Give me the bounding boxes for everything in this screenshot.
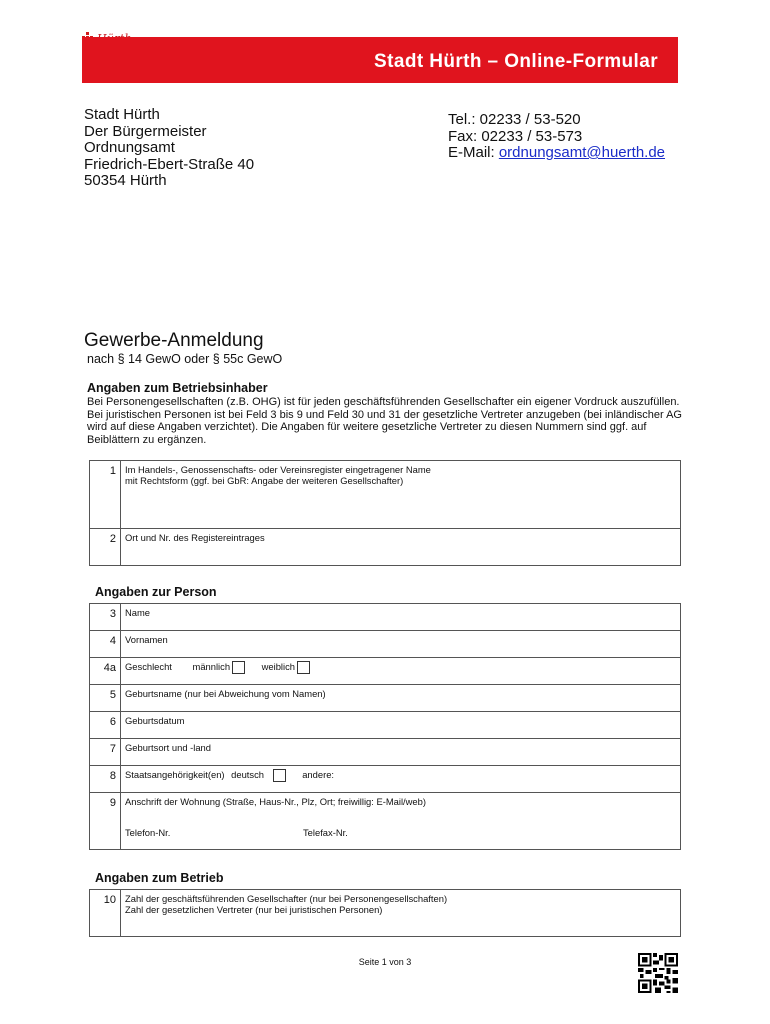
- field-label: Staatsangehörigkeit(en): [125, 769, 225, 780]
- phone-text: Tel.: 02233 / 53-520: [448, 111, 581, 128]
- recipient-address: [84, 107, 254, 190]
- form-row: [90, 890, 681, 937]
- field-label: Anschrift der Wohnung (Straße, Haus-Nr., Plz, Ort; freiwillig: E-Mail/web): [125, 796, 426, 807]
- form-row: [90, 658, 681, 685]
- option-label: andere:: [302, 769, 335, 780]
- field-birth-place[interactable]: [121, 739, 681, 766]
- field-label: Ort und Nr. des Registereintrages: [125, 532, 265, 543]
- field-label: Im Handels-, Genossenschafts- oder Vereinsregister eingetragener Name: [125, 464, 431, 475]
- address-line: Ordnungsamt: [84, 139, 175, 156]
- option-label: männlich: [192, 661, 231, 672]
- field-number: 4a: [90, 658, 121, 685]
- email-link[interactable]: ordnungsamt@huerth.de: [498, 144, 666, 161]
- field-first-names[interactable]: [121, 631, 681, 658]
- address-line: Friedrich-Ebert-Straße 40: [84, 155, 255, 173]
- form-row: [90, 529, 681, 566]
- field-registered-name[interactable]: [121, 461, 681, 529]
- form-row: [90, 604, 681, 631]
- field-gender: [121, 658, 681, 685]
- form-row: [90, 461, 681, 529]
- section-title-owner: Angaben zum Betriebsinhaber: [87, 381, 268, 395]
- field-home-address[interactable]: [121, 793, 681, 850]
- field-nationality: [121, 766, 681, 793]
- email-line: [448, 145, 665, 162]
- field-number: 7: [90, 739, 121, 766]
- form-row: [90, 766, 681, 793]
- field-number: 9: [90, 793, 121, 850]
- field-label: Geburtsname (nur bei Abweichung vom Namen): [125, 688, 326, 699]
- phone-label: Telefon-Nr.: [125, 827, 171, 838]
- email-label: E-Mail:: [448, 144, 499, 161]
- form-subtitle: nach § 14 GewO oder § 55c GewO: [87, 352, 283, 366]
- male-checkbox[interactable]: [232, 661, 245, 674]
- section-title-business: Angaben zum Betrieb: [95, 871, 224, 885]
- field-number: 8: [90, 766, 121, 793]
- form-row: [90, 793, 681, 850]
- section-title-person: Angaben zur Person: [95, 585, 217, 599]
- field-number: 6: [90, 712, 121, 739]
- female-checkbox[interactable]: [297, 661, 310, 674]
- german-checkbox[interactable]: [273, 769, 286, 782]
- field-name[interactable]: [121, 604, 681, 631]
- field-birth-date[interactable]: [121, 712, 681, 739]
- form-row: [90, 685, 681, 712]
- field-number: 1: [90, 461, 121, 529]
- header-banner: [82, 37, 678, 83]
- field-number: 3: [90, 604, 121, 631]
- form-row: [90, 631, 681, 658]
- business-fields-table: [89, 889, 681, 937]
- fax-text: Fax: 02233 / 53-573: [448, 127, 583, 145]
- field-label: Geburtsdatum: [125, 715, 185, 726]
- field-label: Geschlecht: [125, 661, 172, 672]
- option-label: deutsch: [231, 769, 264, 780]
- field-label: Vornamen: [125, 634, 168, 645]
- field-register-entry[interactable]: [121, 529, 681, 566]
- field-number: 2: [90, 529, 121, 566]
- option-label: weiblich: [261, 661, 296, 672]
- fax-label: Telefax-Nr.: [303, 827, 348, 838]
- field-number: 10: [90, 890, 121, 937]
- form-row: [90, 712, 681, 739]
- field-label: Name: [125, 607, 151, 618]
- field-partner-count[interactable]: [121, 890, 681, 937]
- address-line: Der Bürgermeister: [84, 122, 207, 140]
- section-intro-text: Bei Personengesellschaften (z.B. OHG) ist für jeden geschäftsführenden Gesellschafter ein eigener Vordruck auszufüllen. Bei juristischen Personen ist bei Feld 3 bis 9 und Feld 30 und 31 der gesetzliche Vertreter anzugeben (bei inländischer AG wird auf diese Angaben verzichtet). Die Angaben für weitere gesetzliche Vertreter zu diesen Nummern sind ggf. auf Beiblättern zu ergänzen.: [87, 396, 682, 446]
- field-label: Geburtsort und -land: [125, 742, 211, 753]
- banner-title: Stadt Hürth – Online-Formular: [374, 51, 658, 72]
- form-title: Gewerbe-Anmeldung: [84, 330, 264, 351]
- address-line: 50354 Hürth: [84, 172, 167, 189]
- field-number: 5: [90, 685, 121, 712]
- qr-code-icon: [637, 953, 679, 993]
- contact-block: [448, 112, 665, 162]
- address-line: Stadt Hürth: [84, 106, 160, 123]
- field-birth-name[interactable]: [121, 685, 681, 712]
- owner-fields-table: [89, 460, 681, 566]
- field-number: 4: [90, 631, 121, 658]
- field-label: Zahl der geschäftsführenden Gesellschafter (nur bei Personengesellschaften): [125, 893, 448, 904]
- person-fields-table: [89, 603, 681, 850]
- field-label: mit Rechtsform (ggf. bei GbR: Angabe der weiteren Gesellschafter): [125, 475, 404, 486]
- form-row: [90, 739, 681, 766]
- field-label: Zahl der gesetzlichen Vertreter (nur bei juristischen Personen): [125, 904, 383, 915]
- page-number: Seite 1 von 3: [358, 957, 412, 967]
